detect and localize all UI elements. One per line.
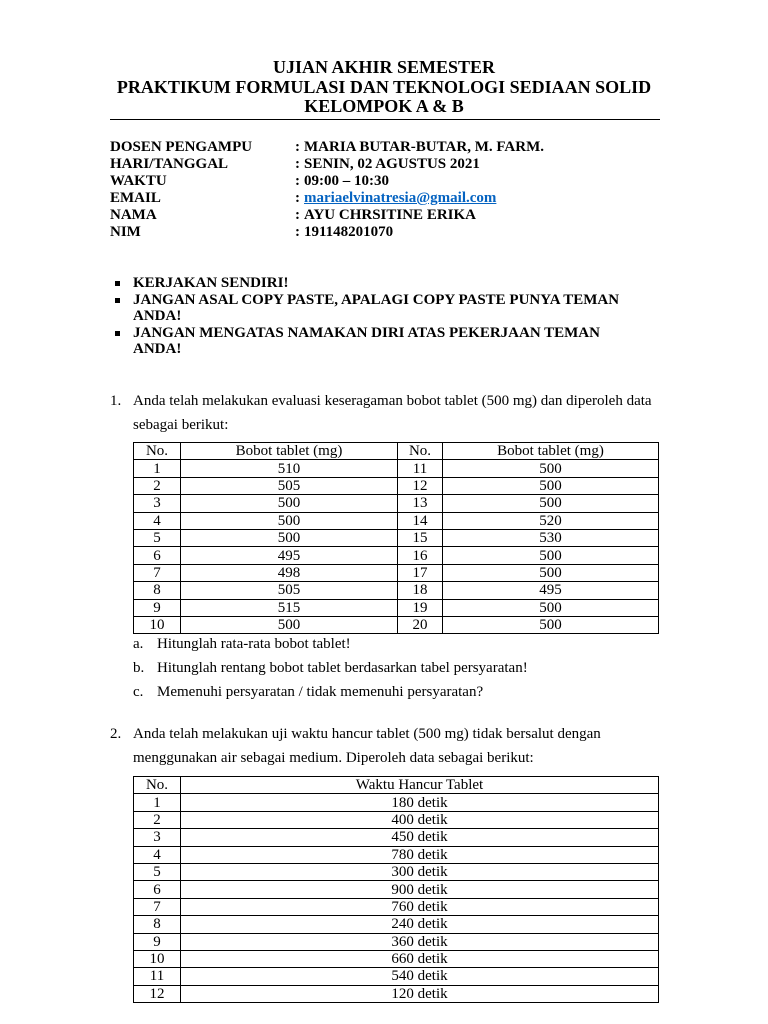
exam-info [110, 139, 670, 241]
table-cell: 760 detik [181, 898, 659, 915]
table-cell: 6 [134, 881, 181, 898]
table-cell: 505 [181, 477, 398, 494]
info-row-date [110, 156, 670, 173]
table-row [134, 898, 659, 915]
info-row-lecturer [110, 139, 670, 156]
table-cell: 1 [134, 460, 181, 477]
info-label: WAKTU [110, 173, 167, 189]
table-cell: 2 [134, 811, 181, 828]
table-row [134, 881, 659, 898]
table-cell: 17 [398, 564, 443, 581]
rule-text: JANGAN MENGATAS NAMAKAN DIRI ATAS PEKERJAAN TEMAN ANDA! [133, 324, 600, 357]
table-cell: 400 detik [181, 811, 659, 828]
table-cell: 8 [134, 916, 181, 933]
exam-title [0, 58, 768, 117]
table-header-row [134, 777, 659, 794]
table-cell: 2 [134, 477, 181, 494]
table-cell: 530 [443, 529, 659, 546]
table-cell: 18 [398, 582, 443, 599]
table-cell: 500 [443, 477, 659, 494]
table-cell: 8 [134, 582, 181, 599]
table-row [134, 547, 659, 564]
question-1 [110, 389, 658, 437]
table-cell: 4 [134, 846, 181, 863]
table-cell: 500 [181, 512, 398, 529]
info-separator: : [295, 139, 300, 155]
info-value: SENIN, 02 AGUSTUS 2021 [304, 156, 480, 172]
title-line-exam: UJIAN AKHIR SEMESTER [272, 57, 496, 77]
table-row [134, 811, 659, 828]
table-row [134, 916, 659, 933]
question-number: 2. [110, 726, 122, 742]
header-cell-weight: Bobot tablet (mg) [443, 443, 659, 460]
subitem-label: b. [133, 660, 145, 676]
table-row [134, 968, 659, 985]
info-separator: : [295, 173, 300, 189]
info-label: NAMA [110, 207, 157, 223]
table-cell: 10 [134, 950, 181, 967]
table-cell: 3 [134, 495, 181, 512]
info-value: 09:00 – 10:30 [304, 173, 389, 189]
table-cell: 5 [134, 863, 181, 880]
question-number: 1. [110, 393, 122, 409]
info-separator: : [295, 224, 300, 240]
table-cell: 12 [398, 477, 443, 494]
table-row [134, 460, 659, 477]
table-row [134, 477, 659, 494]
table-cell: 500 [443, 599, 659, 616]
table-cell: 13 [398, 495, 443, 512]
table-cell: 495 [443, 582, 659, 599]
table-cell: 20 [398, 616, 443, 633]
square-bullet-icon [115, 298, 120, 303]
subitem [133, 680, 658, 704]
subitem [133, 656, 658, 680]
table-row [134, 985, 659, 1002]
table-row [134, 529, 659, 546]
table-cell: 3 [134, 829, 181, 846]
table-cell: 19 [398, 599, 443, 616]
table-cell: 500 [443, 460, 659, 477]
square-bullet-icon [115, 331, 120, 336]
table-cell: 500 [181, 616, 398, 633]
table-header-row [134, 443, 659, 460]
table-cell: 4 [134, 512, 181, 529]
table-cell: 11 [134, 968, 181, 985]
info-value: AYU CHRSITINE ERIKA [304, 207, 476, 223]
rule-item [110, 325, 643, 358]
question-text: Anda telah melakukan uji waktu hancur tablet (500 mg) tidak bersalut dengan menggunakan air sebagai medium. Diperoleh data sebagai berikut: [133, 726, 601, 766]
info-separator: : [295, 156, 300, 172]
table-cell: 515 [181, 599, 398, 616]
rule-text: JANGAN ASAL COPY PASTE, APALAGI COPY PASTE PUNYA TEMAN ANDA! [133, 291, 620, 324]
info-label: DOSEN PENGAMPU [110, 139, 253, 155]
table-row [134, 933, 659, 950]
question-text: Anda telah melakukan evaluasi keseragaman bobot tablet (500 mg) dan diperoleh data sebagai berikut: [133, 393, 652, 433]
subitem-text: Hitunglah rata-rata bobot tablet! [157, 636, 351, 652]
header-cell-no: No. [398, 443, 443, 460]
rule-text: KERJAKAN SENDIRI! [133, 275, 289, 291]
table-cell: 500 [443, 616, 659, 633]
table-cell: 10 [134, 616, 181, 633]
header-cell-no: No. [134, 443, 181, 460]
table-cell: 11 [398, 460, 443, 477]
info-value: 191148201070 [304, 224, 394, 240]
table-cell: 660 detik [181, 950, 659, 967]
header-cell-weight: Bobot tablet (mg) [181, 443, 398, 460]
table-cell: 540 detik [181, 968, 659, 985]
subitem-text: Memenuhi persyaratan / tidak memenuhi persyaratan? [157, 684, 484, 700]
table-cell: 7 [134, 564, 181, 581]
info-separator: : [295, 207, 300, 223]
table-row [134, 582, 659, 599]
info-label: EMAIL [110, 190, 161, 206]
table-cell: 500 [443, 495, 659, 512]
table-cell: 16 [398, 547, 443, 564]
info-separator: : [295, 190, 300, 206]
table-cell: 14 [398, 512, 443, 529]
table-cell: 500 [181, 495, 398, 512]
info-row-student-id [110, 224, 670, 241]
exam-rules-list [110, 275, 643, 358]
question-1-subitems [133, 632, 658, 704]
rule-item [110, 275, 643, 292]
table-cell: 780 detik [181, 846, 659, 863]
info-label: NIM [110, 224, 141, 240]
table-row [134, 564, 659, 581]
table-cell: 495 [181, 547, 398, 564]
table-cell: 500 [443, 564, 659, 581]
table-cell: 505 [181, 582, 398, 599]
table-cell: 15 [398, 529, 443, 546]
square-bullet-icon [115, 281, 120, 286]
table-cell: 9 [134, 933, 181, 950]
table-cell: 6 [134, 547, 181, 564]
info-row-name [110, 207, 670, 224]
rule-item [110, 292, 643, 325]
email-link[interactable]: mariaelvinatresia@gmail.com [304, 190, 497, 206]
header-cell-disintegration-time: Waktu Hancur Tablet [181, 777, 659, 794]
info-label: HARI/TANGGAL [110, 156, 229, 172]
table-cell: 240 detik [181, 916, 659, 933]
table-cell: 360 detik [181, 933, 659, 950]
info-value: MARIA BUTAR-BUTAR, M. FARM. [304, 139, 544, 155]
table-row [134, 794, 659, 811]
table-row [134, 599, 659, 616]
table-cell: 9 [134, 599, 181, 616]
table-cell: 1 [134, 794, 181, 811]
table-row [134, 512, 659, 529]
table-cell: 510 [181, 460, 398, 477]
table-cell: 5 [134, 529, 181, 546]
title-divider [110, 119, 660, 120]
info-row-time [110, 173, 670, 190]
table-cell: 7 [134, 898, 181, 915]
table-cell: 498 [181, 564, 398, 581]
title-line-group: KELOMPOK A & B [304, 96, 464, 116]
title-line-course: PRAKTIKUM FORMULASI DAN TEKNOLOGI SEDIAAN SOLID [116, 76, 652, 97]
subitem [133, 632, 658, 656]
table-cell: 120 detik [181, 985, 659, 1002]
question-2 [110, 722, 658, 770]
table-row [134, 846, 659, 863]
table-row [134, 863, 659, 880]
table-cell: 500 [181, 529, 398, 546]
subitem-text: Hitunglah rentang bobot tablet berdasarkan tabel persyaratan! [157, 660, 528, 676]
subitem-label: c. [133, 684, 144, 700]
table-cell: 520 [443, 512, 659, 529]
table-row [134, 495, 659, 512]
table-cell: 500 [443, 547, 659, 564]
table-cell: 180 detik [181, 794, 659, 811]
header-cell-no: No. [134, 777, 181, 794]
tablet-weight-table [133, 442, 659, 634]
table-cell: 300 detik [181, 863, 659, 880]
subitem-label: a. [133, 636, 144, 652]
table-cell: 450 detik [181, 829, 659, 846]
table-row [134, 950, 659, 967]
table-cell: 12 [134, 985, 181, 1002]
disintegration-time-table [133, 776, 659, 1003]
table-row [134, 829, 659, 846]
info-row-email [110, 190, 670, 207]
table-cell: 900 detik [181, 881, 659, 898]
